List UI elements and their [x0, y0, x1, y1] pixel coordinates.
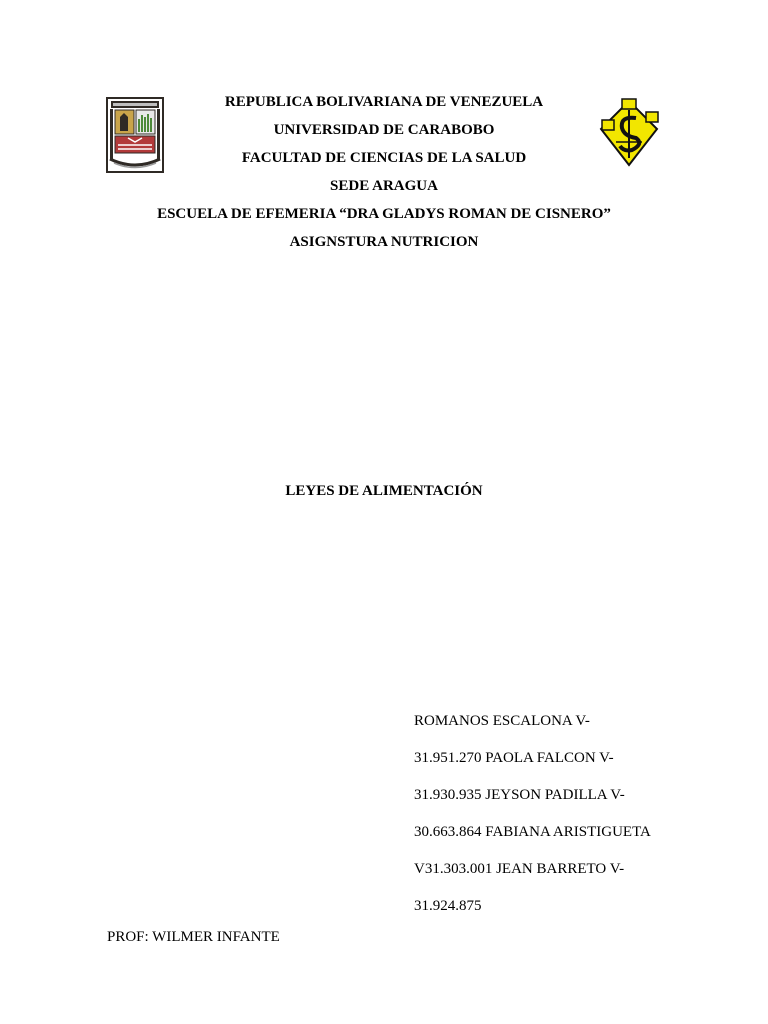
author-line: ROMANOS ESCALONA V- [414, 713, 590, 729]
header-school: ESCUELA DE EFEMERIA “DRA GLADYS ROMAN DE CISNERO” [157, 206, 611, 222]
header-university: UNIVERSIDAD DE CARABOBO [273, 122, 495, 138]
header-faculty: FACULTAD DE CIENCIAS DE LA SALUD [241, 150, 527, 166]
professor-name: PROF: WILMER INFANTE [107, 929, 280, 945]
author-line: V31.303.001 JEAN BARRETO V- [414, 861, 625, 877]
document-title: LEYES DE ALIMENTACIÓN [285, 483, 483, 499]
header-subject: ASIGNSTURA NUTRICION [289, 234, 479, 250]
author-line: 30.663.864 FABIANA ARISTIGUETA [414, 824, 651, 840]
author-line: 31.930.935 JEYSON PADILLA V- [414, 787, 625, 803]
institution-header [0, 88, 768, 256]
header-country: REPUBLICA BOLIVARIANA DE VENEZUELA [224, 94, 544, 110]
header-campus: SEDE ARAGUA [330, 178, 438, 194]
author-line: 31.924.875 [414, 898, 482, 914]
authors-list [414, 703, 754, 925]
author-line: 31.951.270 PAOLA FALCON V- [414, 750, 614, 766]
